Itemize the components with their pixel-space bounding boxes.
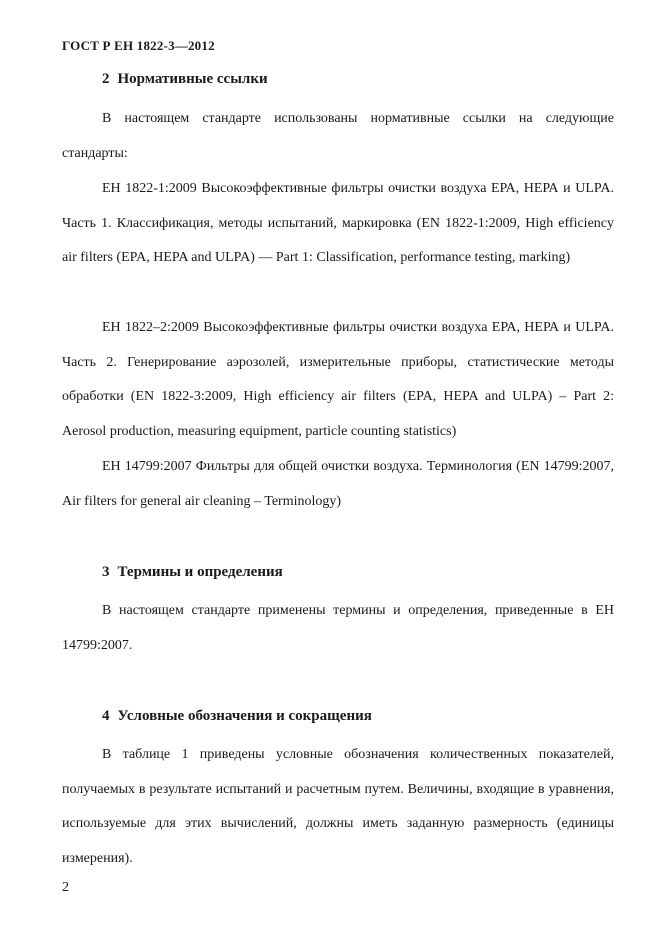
paragraph: В настоящем стандарте применены термины и определения, приведенные в ЕН 14799:2007. <box>62 603 614 653</box>
section-title: Нормативные ссылки <box>117 71 268 87</box>
paragraph: ЕН 1822-1:2009 Высокоэффективные фильтры очистки воздуха ЕРА, НЕРА и ULPA. Часть 1. Классификация, методы испытаний, маркировка (EN 1822-1:2009, High efficiency air filters (EPA, HEPA and ULPA) — Part 1: Classification, performance testing, marking) <box>62 181 614 265</box>
paragraph: В настоящем стандарте использованы нормативные ссылки на следующие стандарты: <box>62 111 614 161</box>
section-title: Термины и определения <box>117 564 283 580</box>
standard-code-header: ГОСТ Р ЕН 1822-3—2012 <box>62 38 215 53</box>
paragraph: В таблице 1 приведены условные обозначения количественных показателей, получаемых в результате испытаний и расчетным путем. Величины, входящие в уравнения, используемые для этих вычислений, должны иметь заданную размерность (единицы измерения). <box>62 747 614 866</box>
paragraph: ЕН 1822–2:2009 Высокоэффективные фильтры очистки воздуха ЕРА, НЕРА и ULPA. Часть 2. Генерирование аэрозолей, измерительные приборы, статистические методы обработки (EN 1822-3:2009, High efficiency air filters (EPA, HEPA and ULPA) – Part 2: Aerosol production, measuring equipment, particle counting statistics) <box>62 320 614 439</box>
section-number: 3 <box>102 564 110 580</box>
section-heading-normative-references <box>102 71 268 88</box>
section-number: 2 <box>102 71 110 87</box>
section-heading-terms-and-definitions <box>102 564 283 581</box>
section-number: 4 <box>102 708 110 724</box>
section-title: Условные обозначения и сокращения <box>117 708 372 724</box>
paragraph: ЕН 14799:2007 Фильтры для общей очистки воздуха. Терминология (EN 14799:2007, Air filters for general air cleaning – Terminology) <box>62 459 614 509</box>
page-number: 2 <box>62 880 69 895</box>
section-heading-symbols-and-abbreviations <box>102 708 372 725</box>
